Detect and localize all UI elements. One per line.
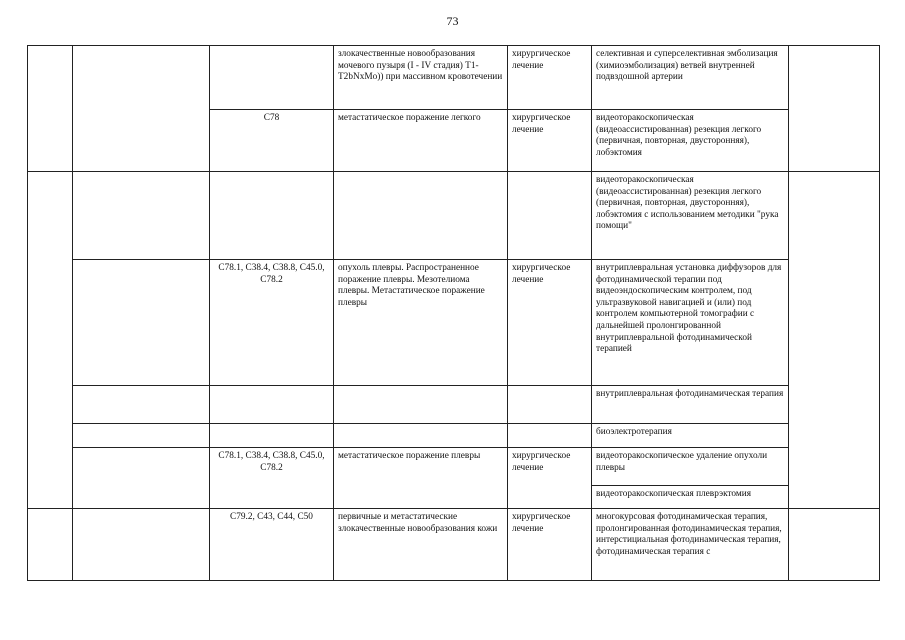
method-cell: биоэлектротерапия bbox=[592, 424, 789, 448]
number-cell bbox=[28, 46, 73, 172]
method-cell: видеоторакоскопическая плеврэктомия bbox=[592, 486, 789, 509]
method-cell: видеоторакоскопическое удаление опухоли плевры bbox=[592, 448, 789, 486]
method-cell: внутриплевральная установка диффузоров для фотодинамической терапии под видеоэндоскопическим контролем, под ультразвуковой навигацией и (или) под контролем компьютерной томографии с дальнейшей пролонгированной внутриплевральной фотодинамической терапией bbox=[592, 260, 789, 386]
treatment-cell: хирургическое лечение bbox=[508, 509, 592, 581]
table-row bbox=[28, 509, 880, 581]
treatment-cell bbox=[508, 424, 592, 448]
codes-cell bbox=[210, 46, 334, 110]
method-cell: видеоторакоскопическая (видеоассистированная) резекция легкого (первичная, повторная, двусторонняя), лобэктомия с использованием методики "рука помощи" bbox=[592, 172, 789, 260]
group-cell bbox=[73, 448, 210, 509]
codes-cell bbox=[210, 424, 334, 448]
diagnosis-cell bbox=[334, 424, 508, 448]
diagnosis-cell: метастатическое поражение легкого bbox=[334, 110, 508, 172]
diagnosis-cell: первичные и метастатические злокачественные новообразования кожи bbox=[334, 509, 508, 581]
method-cell: многокурсовая фотодинамическая терапия, пролонгированная фотодинамическая терапия, интерстициальная фотодинамическая терапия, фотодинамическая терапия с bbox=[592, 509, 789, 581]
number-cell bbox=[28, 172, 73, 509]
extra-cell bbox=[789, 46, 880, 172]
codes-cell bbox=[210, 172, 334, 260]
codes-cell: C78.1, C38.4, C38.8, C45.0, C78.2 bbox=[210, 448, 334, 509]
diagnosis-cell: опухоль плевры. Распространенное поражение плевры. Мезотелиома плевры. Метастатическое поражение плевры bbox=[334, 260, 508, 386]
codes-cell: C79.2, C43, C44, C50 bbox=[210, 509, 334, 581]
treatment-cell: хирургическое лечение bbox=[508, 110, 592, 172]
method-cell: видеоторакоскопическая (видеоассистированная) резекция легкого (первичная, повторная, двусторонняя), лобэктомия bbox=[592, 110, 789, 172]
table-row bbox=[28, 424, 880, 448]
codes-cell bbox=[210, 386, 334, 424]
group-cell bbox=[73, 386, 210, 424]
codes-cell: C78 bbox=[210, 110, 334, 172]
treatment-cell: хирургическое лечение bbox=[508, 260, 592, 386]
diagnosis-cell: злокачественные новообразования мочевого пузыря (I - IV стадия) T1-T2bNxMo)) при массивном кровотечении bbox=[334, 46, 508, 110]
page-number: 73 bbox=[446, 14, 459, 28]
extra-cell bbox=[789, 509, 880, 581]
diagnosis-cell bbox=[334, 386, 508, 424]
group-cell bbox=[73, 424, 210, 448]
table-row bbox=[28, 386, 880, 424]
group-cell bbox=[73, 46, 210, 172]
table-row bbox=[28, 172, 880, 260]
diagnosis-cell bbox=[334, 172, 508, 260]
table-row bbox=[28, 448, 880, 486]
group-cell bbox=[73, 172, 210, 260]
codes-cell: C78.1, C38.4, C38.8, C45.0, C78.2 bbox=[210, 260, 334, 386]
number-cell bbox=[28, 509, 73, 581]
method-cell: внутриплевральная фотодинамическая терапия bbox=[592, 386, 789, 424]
group-cell bbox=[73, 260, 210, 386]
treatment-cell bbox=[508, 172, 592, 260]
treatment-cell: хирургическое лечение bbox=[508, 46, 592, 110]
group-cell bbox=[73, 509, 210, 581]
table-row bbox=[28, 46, 880, 110]
method-cell: селективная и суперселективная эмболизация (химиоэмболизация) ветвей внутренней подвздошной артерии bbox=[592, 46, 789, 110]
treatment-cell bbox=[508, 386, 592, 424]
treatment-cell: хирургическое лечение bbox=[508, 448, 592, 509]
diagnosis-cell: метастатическое поражение плевры bbox=[334, 448, 508, 509]
table-row bbox=[28, 260, 880, 386]
extra-cell bbox=[789, 172, 880, 509]
procedures-table bbox=[27, 45, 880, 581]
